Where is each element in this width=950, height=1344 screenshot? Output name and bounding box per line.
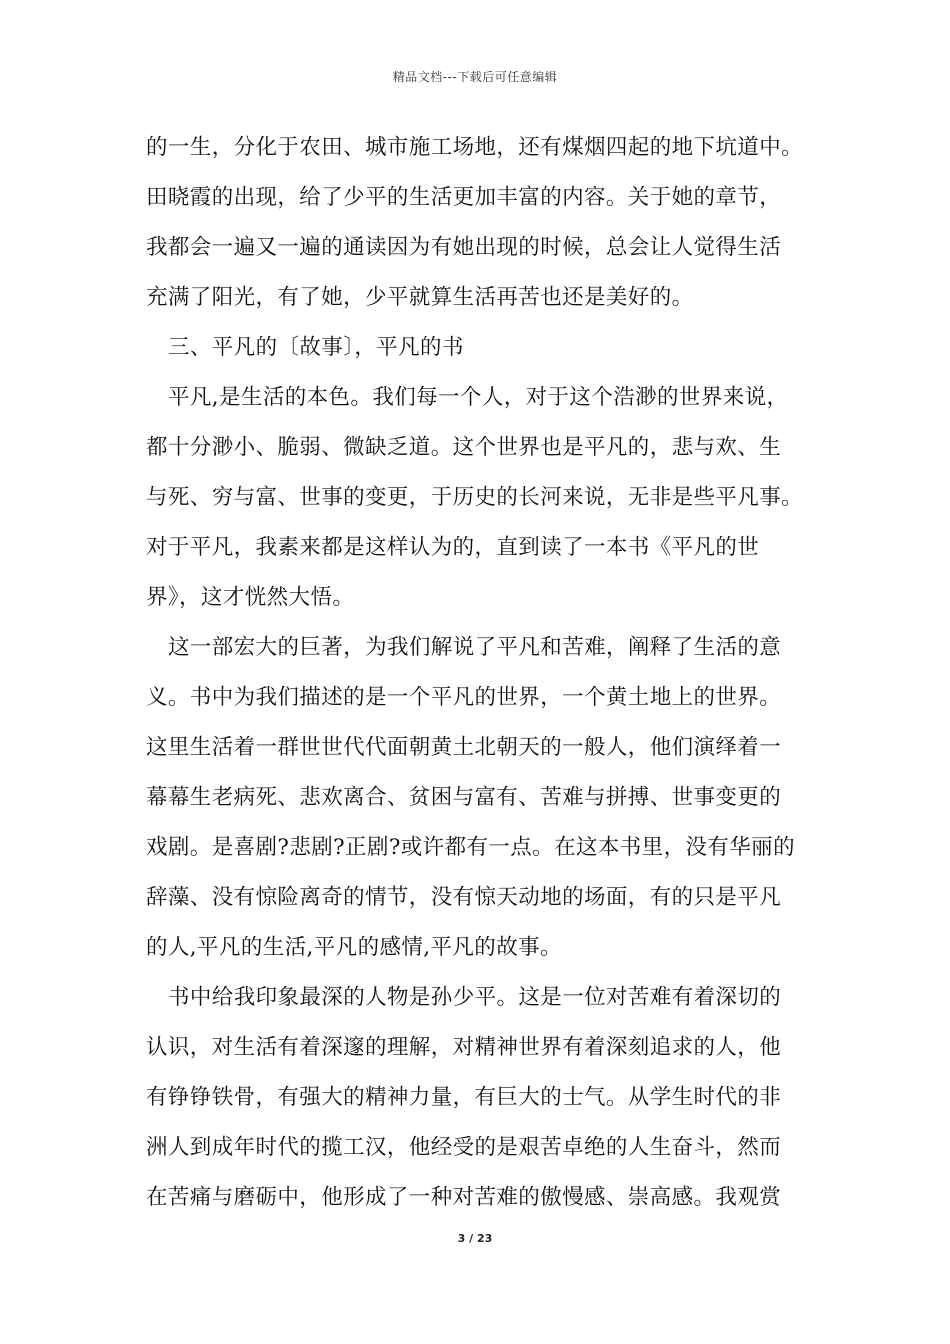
- text-line: 田晓霞的出现，给了少平的生活更加丰富的内容。关于她的章节，: [146, 185, 782, 210]
- page-header: 精品文档---下载后可任意编辑: [392, 70, 558, 84]
- body-text: [146, 123, 810, 1223]
- text-line: 这里生活着一群世世代代面朝黄土北朝天的一般人，他们演绎着一: [146, 735, 782, 760]
- text-line: 戏剧。是喜剧?悲剧?正剧?或许都有一点。在这本书里，没有华丽的: [146, 835, 795, 860]
- text-line: 我都会一遍又一遍的通读因为有她出现的时候，总会让人觉得生活: [146, 235, 782, 260]
- section-heading: 三、平凡的〔故事〕，平凡的书: [168, 335, 464, 360]
- text-line: 这一部宏大的巨著，为我们解说了平凡和苦难，阐释了生活的意: [168, 635, 782, 660]
- page-number: 3 / 23: [457, 1232, 493, 1245]
- text-line: 洲人到成年时代的揽工汉，他经受的是艰苦卓绝的人生奋斗，然而: [146, 1135, 782, 1160]
- text-line: 有铮铮铁骨，有强大的精神力量，有巨大的士气。从学生时代的非: [146, 1085, 782, 1110]
- text-line: 的人,平凡的生活,平凡的感情,平凡的故事。: [146, 935, 562, 960]
- text-line: 都十分渺小、脆弱、微缺乏道。这个世界也是平凡的，悲与欢、生: [146, 435, 782, 460]
- text-line: 充满了阳光，有了她，少平就算生活再苦也还是美好的。: [146, 285, 694, 310]
- text-line: 的一生，分化于农田、城市施工场地，还有煤烟四起的地下坑道中。: [146, 135, 804, 160]
- text-line: 幕幕生老病死、悲欢离合、贫困与富有、苦难与拼搏、世事变更的: [146, 785, 782, 810]
- text-line: 认识，对生活有着深邃的理解，对精神世界有着深刻追求的人，他: [146, 1035, 782, 1060]
- text-line: 辞藻、没有惊险离奇的情节，没有惊天动地的场面，有的只是平凡: [146, 885, 782, 910]
- text-line: 平凡,是生活的本色。我们每一个人，对于这个浩渺的世界来说，: [168, 385, 789, 410]
- text-line: 与死、穷与富、世事的变更，于历史的长河来说，无非是些平凡事。: [146, 485, 804, 510]
- text-line: 义。书中为我们描述的是一个平凡的世界，一个黄土地上的世界。: [146, 685, 782, 710]
- text-line: 在苦痛与磨砺中，他形成了一种对苦难的傲慢感、崇高感。我观赏: [146, 1185, 782, 1210]
- text-line: 对于平凡，我素来都是这样认为的，直到读了一本书《平凡的世: [146, 535, 760, 560]
- text-line: 书中给我印象最深的人物是孙少平。这是一位对苦难有着深切的: [168, 985, 782, 1010]
- text-line: 界》，这才恍然大悟。: [146, 585, 355, 610]
